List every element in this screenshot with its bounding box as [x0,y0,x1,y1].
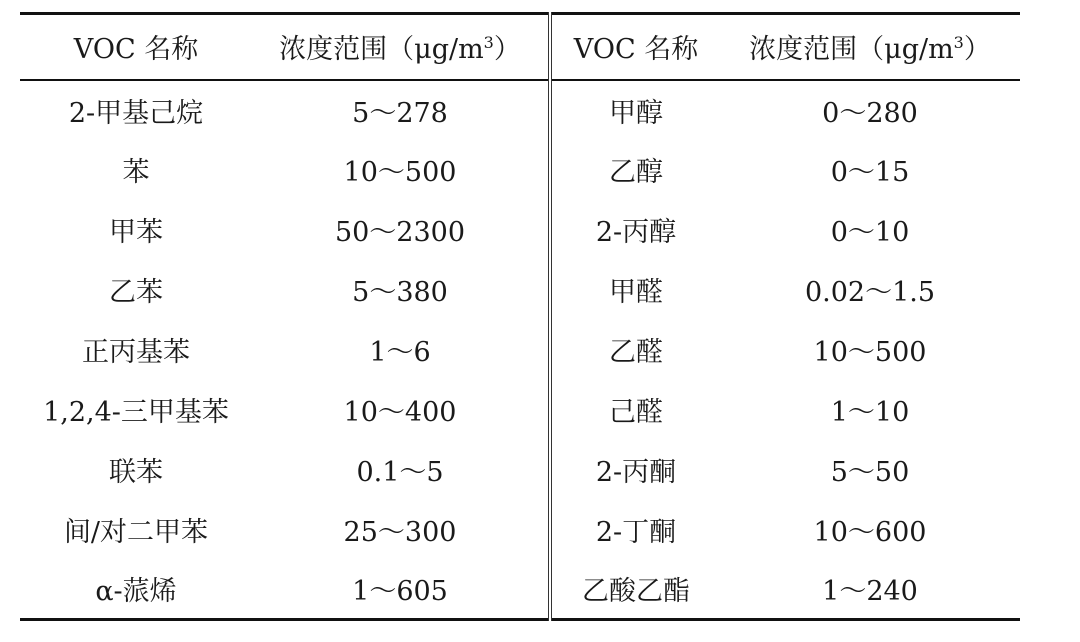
table-row [20,440,1020,500]
table-row [20,80,1020,140]
right-voc-name: 乙醛 [609,337,663,368]
header-unit-superscript: 3 [483,33,494,53]
header-concentration-close: ） [493,34,521,66]
left-concentration-range: 1～605 [252,560,550,620]
left-voc-name: 甲苯 [109,217,163,248]
table-row [20,500,1020,560]
left-concentration-range: 10～500 [252,140,550,200]
left-voc-name: 乙苯 [109,277,163,308]
table-row [20,260,1020,320]
header-unit-superscript: 3 [953,33,964,53]
table-row [20,380,1020,440]
left-concentration-range: 50～2300 [252,200,550,260]
left-concentration-range: 5～278 [252,80,550,140]
right-voc-name: 乙醇 [609,157,663,188]
right-voc-name: 己醛 [609,397,663,428]
left-concentration-range: 5～380 [252,260,550,320]
header-concentration-left [252,14,550,80]
left-voc-name: 2-甲基己烷 [68,97,204,129]
right-voc-name: 2-丙醇 [595,217,677,248]
right-concentration-range: 5～50 [830,457,910,488]
left-voc-name: 正丙基苯 [82,337,190,368]
table-row [20,140,1020,200]
right-voc-name: 甲醇 [609,97,663,129]
table-header [20,14,1020,80]
left-concentration-range: 1～6 [252,320,550,380]
table-row [20,560,1020,620]
table-row [20,320,1020,380]
voc-table-container [20,12,1020,621]
right-voc-name: 2-丙酮 [595,457,677,488]
left-voc-name: 联苯 [109,457,163,488]
left-concentration-range: 10～400 [252,380,550,440]
left-voc-name: 间/对二甲苯 [63,517,209,548]
left-voc-name: α-蒎烯 [95,576,177,608]
header-concentration-text: 浓度范围（μg/m [749,34,954,66]
header-voc-name-left: VOC 名称 [73,34,199,66]
header-concentration-text: 浓度范围（μg/m [279,34,484,66]
left-voc-name: 1,2,4-三甲基苯 [43,397,229,428]
right-concentration-range: 10～600 [813,517,927,548]
right-concentration-range: 1～240 [822,576,918,608]
right-voc-name: 2-丁酮 [595,517,677,548]
right-concentration-range: 0～10 [830,217,910,248]
header-concentration-close: ） [963,34,991,66]
table-row [20,200,1020,260]
right-voc-name: 乙酸乙酯 [582,576,690,608]
right-voc-name: 甲醛 [609,277,663,308]
right-concentration-range: 10～500 [813,337,927,368]
header-concentration-right [720,14,1020,80]
right-concentration-range: 0～280 [822,97,918,129]
left-voc-name: 苯 [122,157,150,188]
left-concentration-range: 0.1～5 [252,440,550,500]
right-concentration-range: 0.02～1.5 [804,277,936,308]
right-concentration-range: 0～15 [830,157,910,188]
header-voc-name-right: VOC 名称 [573,34,699,66]
voc-concentration-table [20,12,1020,621]
table-body [20,80,1020,620]
header-row [20,14,1020,80]
left-concentration-range: 25～300 [252,500,550,560]
right-concentration-range: 1～10 [830,397,910,428]
